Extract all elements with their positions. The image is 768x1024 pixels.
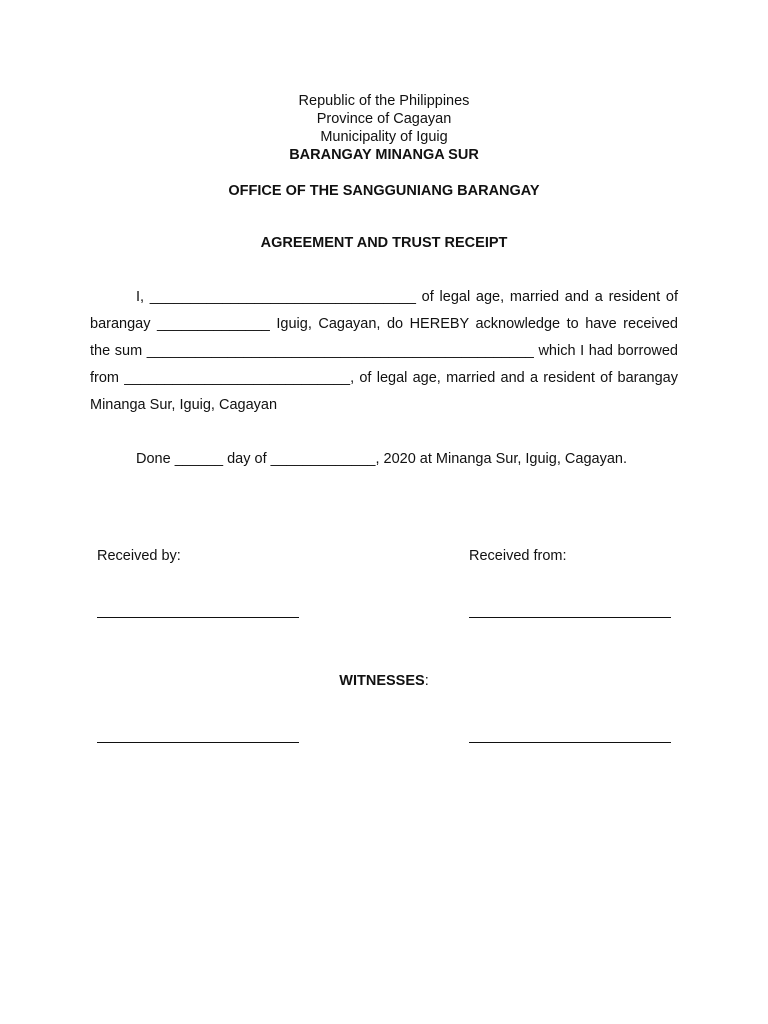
witnesses-colon: :	[424, 673, 429, 689]
received-by-signature-line	[97, 617, 299, 618]
document-title: AGREEMENT AND TRUST RECEIPT	[260, 235, 508, 251]
header-barangay: BARANGAY MINANGA SUR	[289, 147, 479, 163]
received-from-label: Received from:	[469, 548, 567, 564]
header-province: Province of Cagayan	[316, 111, 452, 127]
received-by-label: Received by:	[97, 548, 181, 564]
witness-1-signature-line	[97, 742, 299, 743]
header-municipality: Municipality of Iguig	[320, 129, 448, 145]
acknowledgment-paragraph	[90, 284, 678, 419]
received-from-signature-line	[469, 617, 671, 618]
acknowledgment-text: I, _________________________________ of legal age, married and a resident of barangay ______________ Iguig, Cagayan, do HEREBY acknowledge to have received the sum ________________________________________________ which I had borrowed from ____________________________, of legal age, married and a resident of barangay Minanga Sur, Iguig, Cagayan	[90, 289, 678, 413]
office-heading: OFFICE OF THE SANGGUNIANG BARANGAY	[228, 183, 540, 199]
witnesses-label: WITNESSES	[339, 673, 425, 689]
header-country: Republic of the Philippines	[298, 93, 470, 109]
done-statement: Done ______ day of _____________, 2020 at Minanga Sur, Iguig, Cagayan.	[136, 451, 627, 467]
witnesses-heading	[0, 673, 768, 689]
witness-2-signature-line	[469, 742, 671, 743]
